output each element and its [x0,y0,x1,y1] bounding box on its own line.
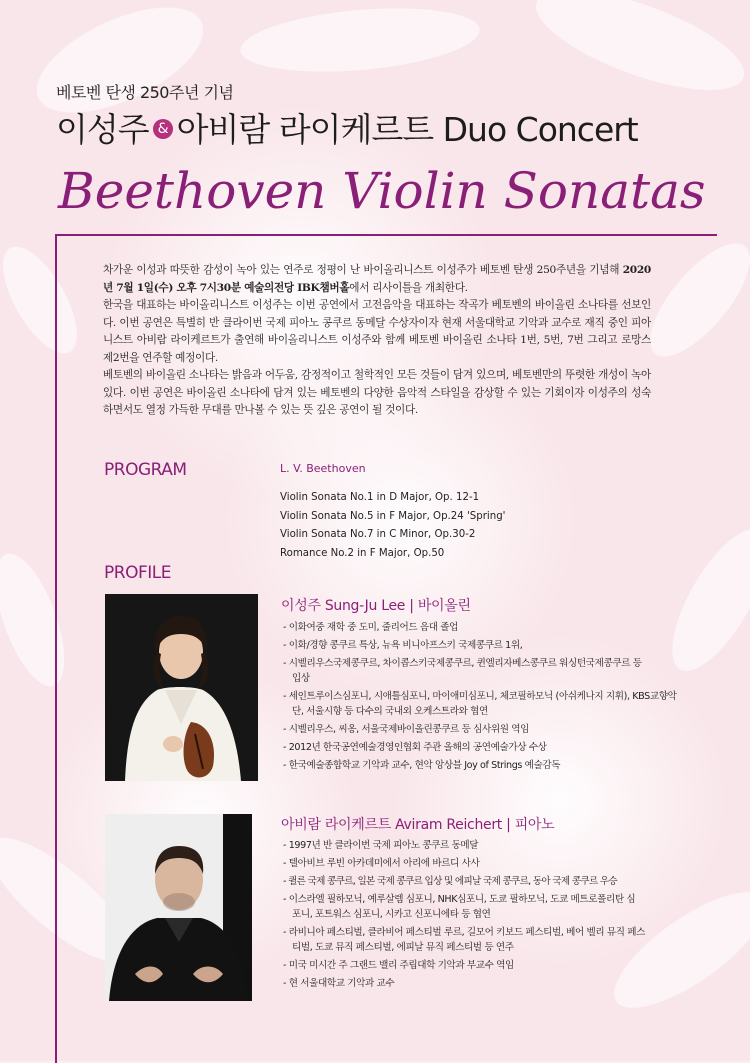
title-pianist: 아비람 라이케르트 Duo Concert [176,110,638,149]
violinist-photo [105,594,258,781]
program-composer: L. V. Beethoven [280,462,366,475]
bio-item: - 세인트루이스심포니, 시애틀심포니, 마이애미심포니, 체코필하모닉 (아쉬케나지 지휘), KBS교향악단, 서울시향 등 다수의 국내외 오케스트라와 협연 [283,690,677,718]
intro-text [103,262,651,420]
bio-item: - 라비니아 페스티벌, 클라비어 페스티벌 루르, 길모어 키보드 페스티벌, 베어 벨리 뮤직 페스티벌, 도쿄 뮤직 페스티벌, 에피날 뮤직 페스티벌 등 연주 [283,926,646,954]
bio-item: - 1997년 반 클라이번 국제 피아노 콩쿠르 동메달 [283,840,479,851]
bio-item: - 2012년 한국공연예술경영인협회 주관 올해의 공연예술가상 수상 [283,742,547,754]
intro-paragraph [103,262,651,297]
intro-paragraph: 한국을 대표하는 바이올리니스트 이성주는 이번 공연에서 고전음악을 대표하는 작곡가 베토벤의 바이올린 소나타를 선보인다. 이번 공연은 특별히 반 클라이번 국제 피아노 콩쿠르 동메달 수상자이자 현재 서울대학교 기악과 교수로 재직 중인 피아니스트 아비람 라이케르트가 출연해 바이올리니스트 이성주와 함께 베토벤 바이올린 소나타 1번, 5번, 7번 그리고 로망스 제2번을 연주할 예정이다. [103,299,651,364]
bio-item: - 이스라엘 필하모닉, 예루살렘 심포니, NHK심포니, 도쿄 필하모닉, 도쿄 메트로폴리탄 심포니, 포트워스 심포니, 시카고 신포니에타 등 협연 [283,893,636,920]
intro-paragraph: 베토벤의 바이올린 소나타는 밝음과 어두움, 감정적이고 철학적인 모든 것들이 담겨 있으며, 베토벤만의 뚜렷한 개성이 녹아 있다. 이번 공연은 바이올린 소나타에 담겨 있는 베토벤의 다양한 음악적 스타일을 감상할 수 있는 기회이자 이성주의 성숙하면서도 열정 가득한 무대를 만나볼 수 있는 뜻 깊은 공연이 될 것이다. [103,369,651,416]
bio-item: - 한국예술종합학교 기악과 교수, 현악 앙상블 Joy of Strings 예술감독 [283,759,561,771]
program-item: Violin Sonata No.1 in D Major, Op. 12-1 [280,492,480,503]
program-list [280,489,505,563]
intro-text-span: 차가운 이성과 따뜻한 감성이 녹아 있는 연주로 정평이 난 바이올리니스트 이성주가 베토벤 탄생 250주년을 기념해 [103,264,623,276]
bio-item: - 미국 미시간 주 그랜드 밸리 주립대학 기악과 부교수 역임 [283,960,514,972]
pianist-name: 아비람 라이케르트 Aviram Reichert | 피아노 [281,817,555,833]
violinist-bio [283,620,683,776]
bio-item: - 시벨리우스, 씨옹, 서울국제바이올린콩쿠르 등 심사위원 역임 [283,724,529,736]
bio-item: - 텔아비브 루빈 아카데미에서 아리에 바르디 사사 [283,857,480,869]
bio-item: - 시벨리우스국제콩쿠르, 차이콥스키국제콩쿠르, 퀸엘리자베스콩쿠르 워싱턴국제콩쿠르 등 입상 [283,657,642,685]
bio-item: - 현 서울대학교 기악과 교수 [283,977,395,989]
bio-item: - 이화/경향 콩쿠르 특상, 뉴욕 비니아프스키 국제콩쿠르 1위, [283,639,523,651]
concert-title [56,104,638,151]
event-subtitle: 베토벤 탄생 250주년 기념 [56,83,234,102]
event-date-venue: 2020년 7월 1일(수) 오후 7시30분 예술의전당 IBK챔버홀 [103,264,651,294]
pianist-photo [105,814,252,1001]
program-item: Violin Sonata No.7 in C Minor, Op.30-2 [280,529,476,540]
script-title: Beethoven Violin Sonatas [58,162,706,220]
program-item: Violin Sonata No.5 in F Major, Op.24 'Spring' [280,510,506,522]
title-violinist: 이성주 [56,110,149,149]
violinist-name: 이성주 Sung-Ju Lee | 바이올린 [281,598,471,614]
program-item: Romance No.2 in F Major, Op.50 [280,547,445,559]
program-heading: PROGRAM [104,460,187,480]
bio-item: - 이화여중 재학 중 도미, 줄리어드 음대 졸업 [283,622,459,633]
profile-heading: PROFILE [104,563,171,583]
pianist-bio [283,838,683,994]
intro-text-span: 에서 리사이틀을 개최한다. [349,281,468,294]
bio-item: - 퀼른 국제 콩쿠르, 일본 국제 콩쿠르 입상 및 에피날 국제 콩쿠르, 동아 국제 콩쿠르 우승 [283,875,618,887]
ampersand-badge: & [153,119,173,139]
